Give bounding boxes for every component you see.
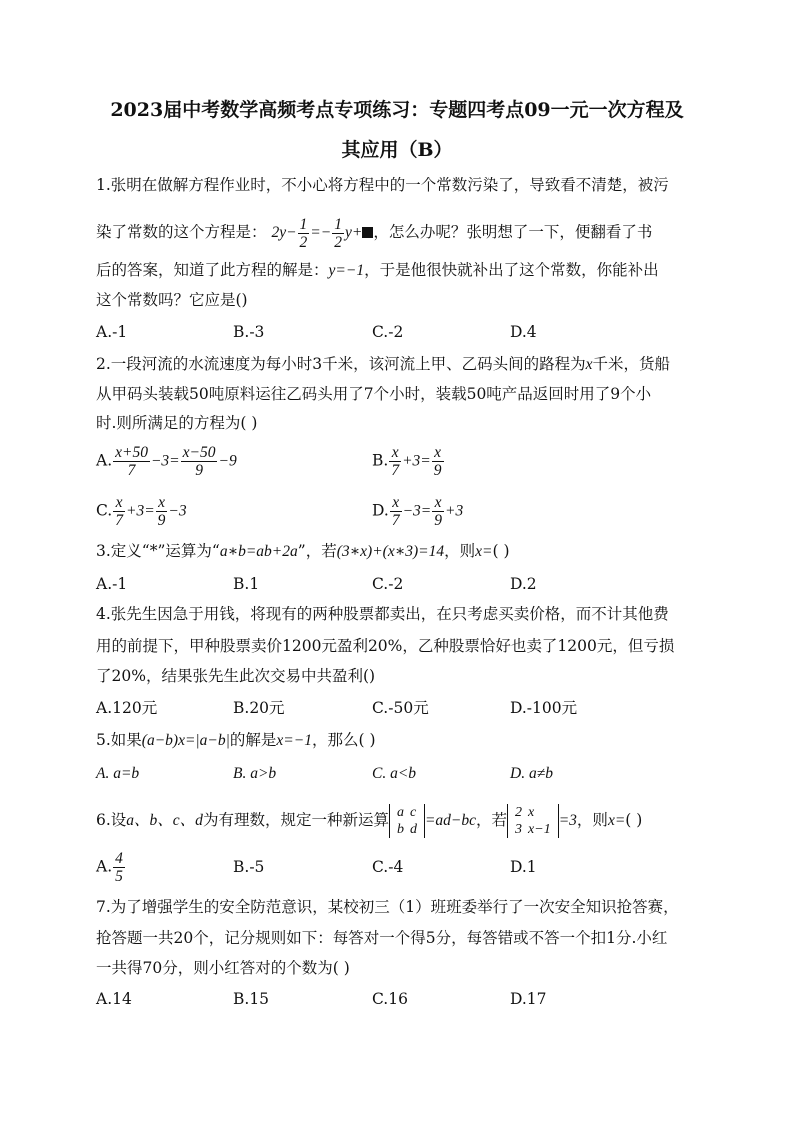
page-title-line1: 2023届中考数学高频考点专项练习：专题四考点09一元一次方程及: [110, 99, 684, 121]
q6-option-c: C.-4: [372, 858, 404, 876]
q5-line1: 5.如果(a−b)x=|a−b|的解是x=−1，那么( ): [96, 731, 376, 749]
page-title-line2: 其应用（B）: [341, 139, 453, 161]
q7-option-b: B.15: [233, 990, 270, 1008]
q4-option-b: B.20元: [233, 699, 285, 717]
q7-line1: 7.为了增强学生的安全防范意识，某校初三（1）班班委举行了一次安全知识抢答赛，: [96, 898, 679, 916]
ink-blot-icon: [362, 227, 373, 238]
q3-option-c: C.-2: [372, 575, 404, 593]
q5-option-c: C. a<b: [372, 765, 417, 782]
q5-option-b: B. a>b: [233, 765, 277, 782]
q2-option-a: A. $\frac{x+50}{7}$ −3= $\frac{x-50}{9}$ −9: [96, 444, 237, 479]
q2-option-d: D. $\frac{x}{7}$ −3= $\frac{x}{9}$ +3: [372, 494, 464, 529]
q7-option-a: A.14: [96, 990, 132, 1008]
q3-line1: 3.定义“*”运算为“a∗b=ab+2a”，若(3∗x)+(x∗3)=14，则x=( ): [96, 542, 510, 560]
q1-line1: 1.张明在做解方程作业时，不小心将方程中的一个常数污染了，导致看不清楚，被污: [96, 176, 669, 194]
q6-line1: 6.设a、b、c、d为有理数，规定一种新运算 a c b d =ad−bc，若 2 x 3 x−1 =3，则x=( ): [96, 805, 643, 837]
q2-line2: 从甲码头装载50吨原料运往乙码头用了7个小时，装载50吨产品返回时用了9个小: [96, 385, 652, 403]
q4-line2: 用的前提下，甲种股票卖价1200元盈利20%，乙种股票恰好也卖了1200元，但亏损: [96, 637, 675, 655]
q3-option-d: D.2: [510, 575, 537, 593]
q1-line4: 这个常数吗？它应是(): [96, 291, 248, 309]
determinant-equation: 2 x 3 x−1: [507, 804, 559, 838]
q4-line3: 了20%，结果张先生此次交易中共盈利(): [96, 667, 376, 685]
q7-option-c: C.16: [372, 990, 408, 1008]
q5-option-d: D. a≠b: [510, 765, 553, 782]
q1-option-a: A.-1: [96, 323, 128, 341]
q2-line1: 2.一段河流的水流速度为每小时3千米，该河流上甲、乙码头间的路程为x千米，货船: [96, 355, 671, 373]
q2-option-b: B. $\frac{x}{7}$ +3= $\frac{x}{9}$: [372, 444, 442, 479]
q5-option-a: A. a=b: [96, 765, 140, 782]
q4-option-c: C.-50元: [372, 699, 429, 717]
q3-option-b: B.1: [233, 575, 260, 593]
q7-line3: 一共得70分，则小红答对的个数为( ): [96, 959, 350, 977]
q3-option-a: A.-1: [96, 575, 128, 593]
q7-line2: 抢答题一共20个，记分规则如下：每答对一个得5分，每答错或不答一个扣1分.小红: [96, 929, 668, 947]
q6-option-b: B.-5: [233, 858, 265, 876]
q1-option-d: D.4: [510, 323, 537, 341]
q7-option-d: D.17: [510, 990, 547, 1008]
q4-option-d: D.-100元: [510, 699, 578, 717]
determinant-definition: a c b d: [389, 804, 425, 838]
q1-line2: 染了常数的这个方程是： 2y− $\frac{1}{2}$ =− $\frac{1}{2}$ y+ ，怎么办呢？张明想了一下，便翻看了书: [96, 216, 653, 251]
q1-line3: 后的答案，知道了此方程的解是：y=−1，于是他很快就补出了这个常数，你能补出: [96, 261, 659, 279]
q6-option-a: A. $\frac{4}{5}$: [96, 850, 123, 885]
q4-line1: 4.张先生因急于用钱，将现有的两种股票都卖出，在只考虑买卖价格，而不计其他费: [96, 605, 669, 623]
q6-option-d: D.1: [510, 858, 537, 876]
q1-option-b: B.-3: [233, 323, 265, 341]
q2-option-c: C. $\frac{x}{7}$ +3= $\frac{x}{9}$ −3: [96, 494, 187, 529]
q1-equation: 2y− $\frac{1}{2}$ =− $\frac{1}{2}$ y+: [271, 224, 373, 241]
q4-option-a: A.120元: [96, 699, 158, 717]
q1-option-c: C.-2: [372, 323, 404, 341]
q2-line3: 时.则所满足的方程为( ): [96, 414, 258, 432]
